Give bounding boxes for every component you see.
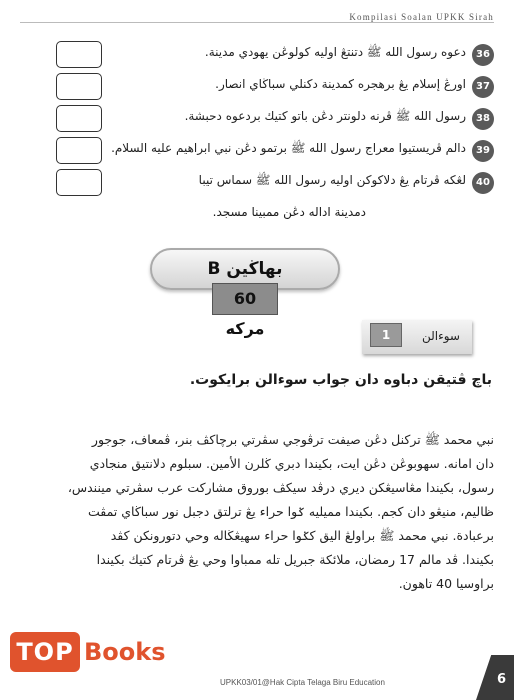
question-text: دالم ڤريستيوا معراج رسول الله ﷺ برتمو دڠن نبي ابراهيم عليه السلام. xyxy=(111,141,466,155)
passage-line: برعبادة. نبي محمد ﷺ براولڠ اليق كݢوا حراء سهيڠڬاله وحي دتورونكن كڤد xyxy=(110,528,494,543)
instruction-text: باچ ڤتيقن دباوه دان جواب سوءالن برايكوت. xyxy=(189,372,492,388)
question-row xyxy=(20,140,494,164)
question-text: رسول الله ﷺ ڤرنه دلونتر دڠن باتو كتيك بردعوه دحبشة. xyxy=(184,109,466,123)
question-text: اورڠ إسلام يڠ برهجره كمدينة دكنلي سباڬاي انصار. xyxy=(215,77,466,91)
question-tab-number: 1 xyxy=(370,323,402,347)
footer-copyright: UPKK03/01@Hak Cipta Telaga Biru Education xyxy=(220,678,385,687)
answer-box[interactable] xyxy=(56,169,102,196)
logo-books-text: Books xyxy=(84,638,166,666)
passage-line: نبي محمد ﷺ تركنل دڠن صيفت ترڤوجي سڤرتي برچاكڤ بنر، ڤمعاف، جوجور xyxy=(91,432,494,447)
answer-box[interactable] xyxy=(56,137,102,164)
page-number-tab xyxy=(476,655,514,700)
answer-box[interactable] xyxy=(56,73,102,100)
question-number: 39 xyxy=(472,140,494,162)
page-number: 6 xyxy=(496,672,506,687)
question-row xyxy=(20,76,494,100)
marks-tag: 60 مركه xyxy=(212,283,278,315)
section-title: بهاڬين B xyxy=(207,259,283,279)
header-rule xyxy=(20,22,494,23)
question-text: دعوه رسول الله ﷺ دتنتڠ اوليه كولوڠن يهودي مدينة. xyxy=(204,45,466,59)
passage-line: ظاليم، منيڠو دان كجم. بكيندا مميليه ݢوا حراء يڠ ترلتق دجبل نور سباڬاي تمڤت xyxy=(87,504,494,519)
question-row xyxy=(20,44,494,68)
answer-box[interactable] xyxy=(56,41,102,68)
question-row xyxy=(20,172,494,196)
running-header: Kompilasi Soalan UPKK Sirah xyxy=(349,12,494,22)
passage-line: بكيندا. ڤد مالم 17 رمضان، ملائكة جبريل تله ممباوا وحي يڠ ڤرتام كتيك بكيندا xyxy=(96,552,494,567)
topbooks-logo xyxy=(10,632,190,672)
question-text: لڠكه ڤرتام يڠ دلاكوكن اوليه رسول الله ﷺ سماس تيبا xyxy=(198,173,466,187)
question-number: 36 xyxy=(472,44,494,66)
question-number: 40 xyxy=(472,172,494,194)
passage-line: دان امانه. سهوبوڠن دڠن ايت، بكيندا دبري ڬلرن الأمين. سبلوم دلانتيق منجادي xyxy=(89,456,494,471)
logo-top-text: TOP xyxy=(10,632,80,672)
passage xyxy=(24,428,494,596)
question-number: 38 xyxy=(472,108,494,130)
passage-line: رسول، بكيندا مڠاسيڠكن ديري درڤد سيكڤ بوروق مشاركت عرب سڤرتي مينندس، xyxy=(67,480,494,495)
question-row xyxy=(20,108,494,132)
question-label: سوءالن xyxy=(421,329,460,343)
passage-line: براوسيا 40 تاهون. xyxy=(398,576,494,591)
question-continuation: دمدينة اداله دڠن ممبينا مسجد. xyxy=(212,205,366,219)
question-number: 37 xyxy=(472,76,494,98)
question-tab xyxy=(362,320,472,354)
answer-box[interactable] xyxy=(56,105,102,132)
